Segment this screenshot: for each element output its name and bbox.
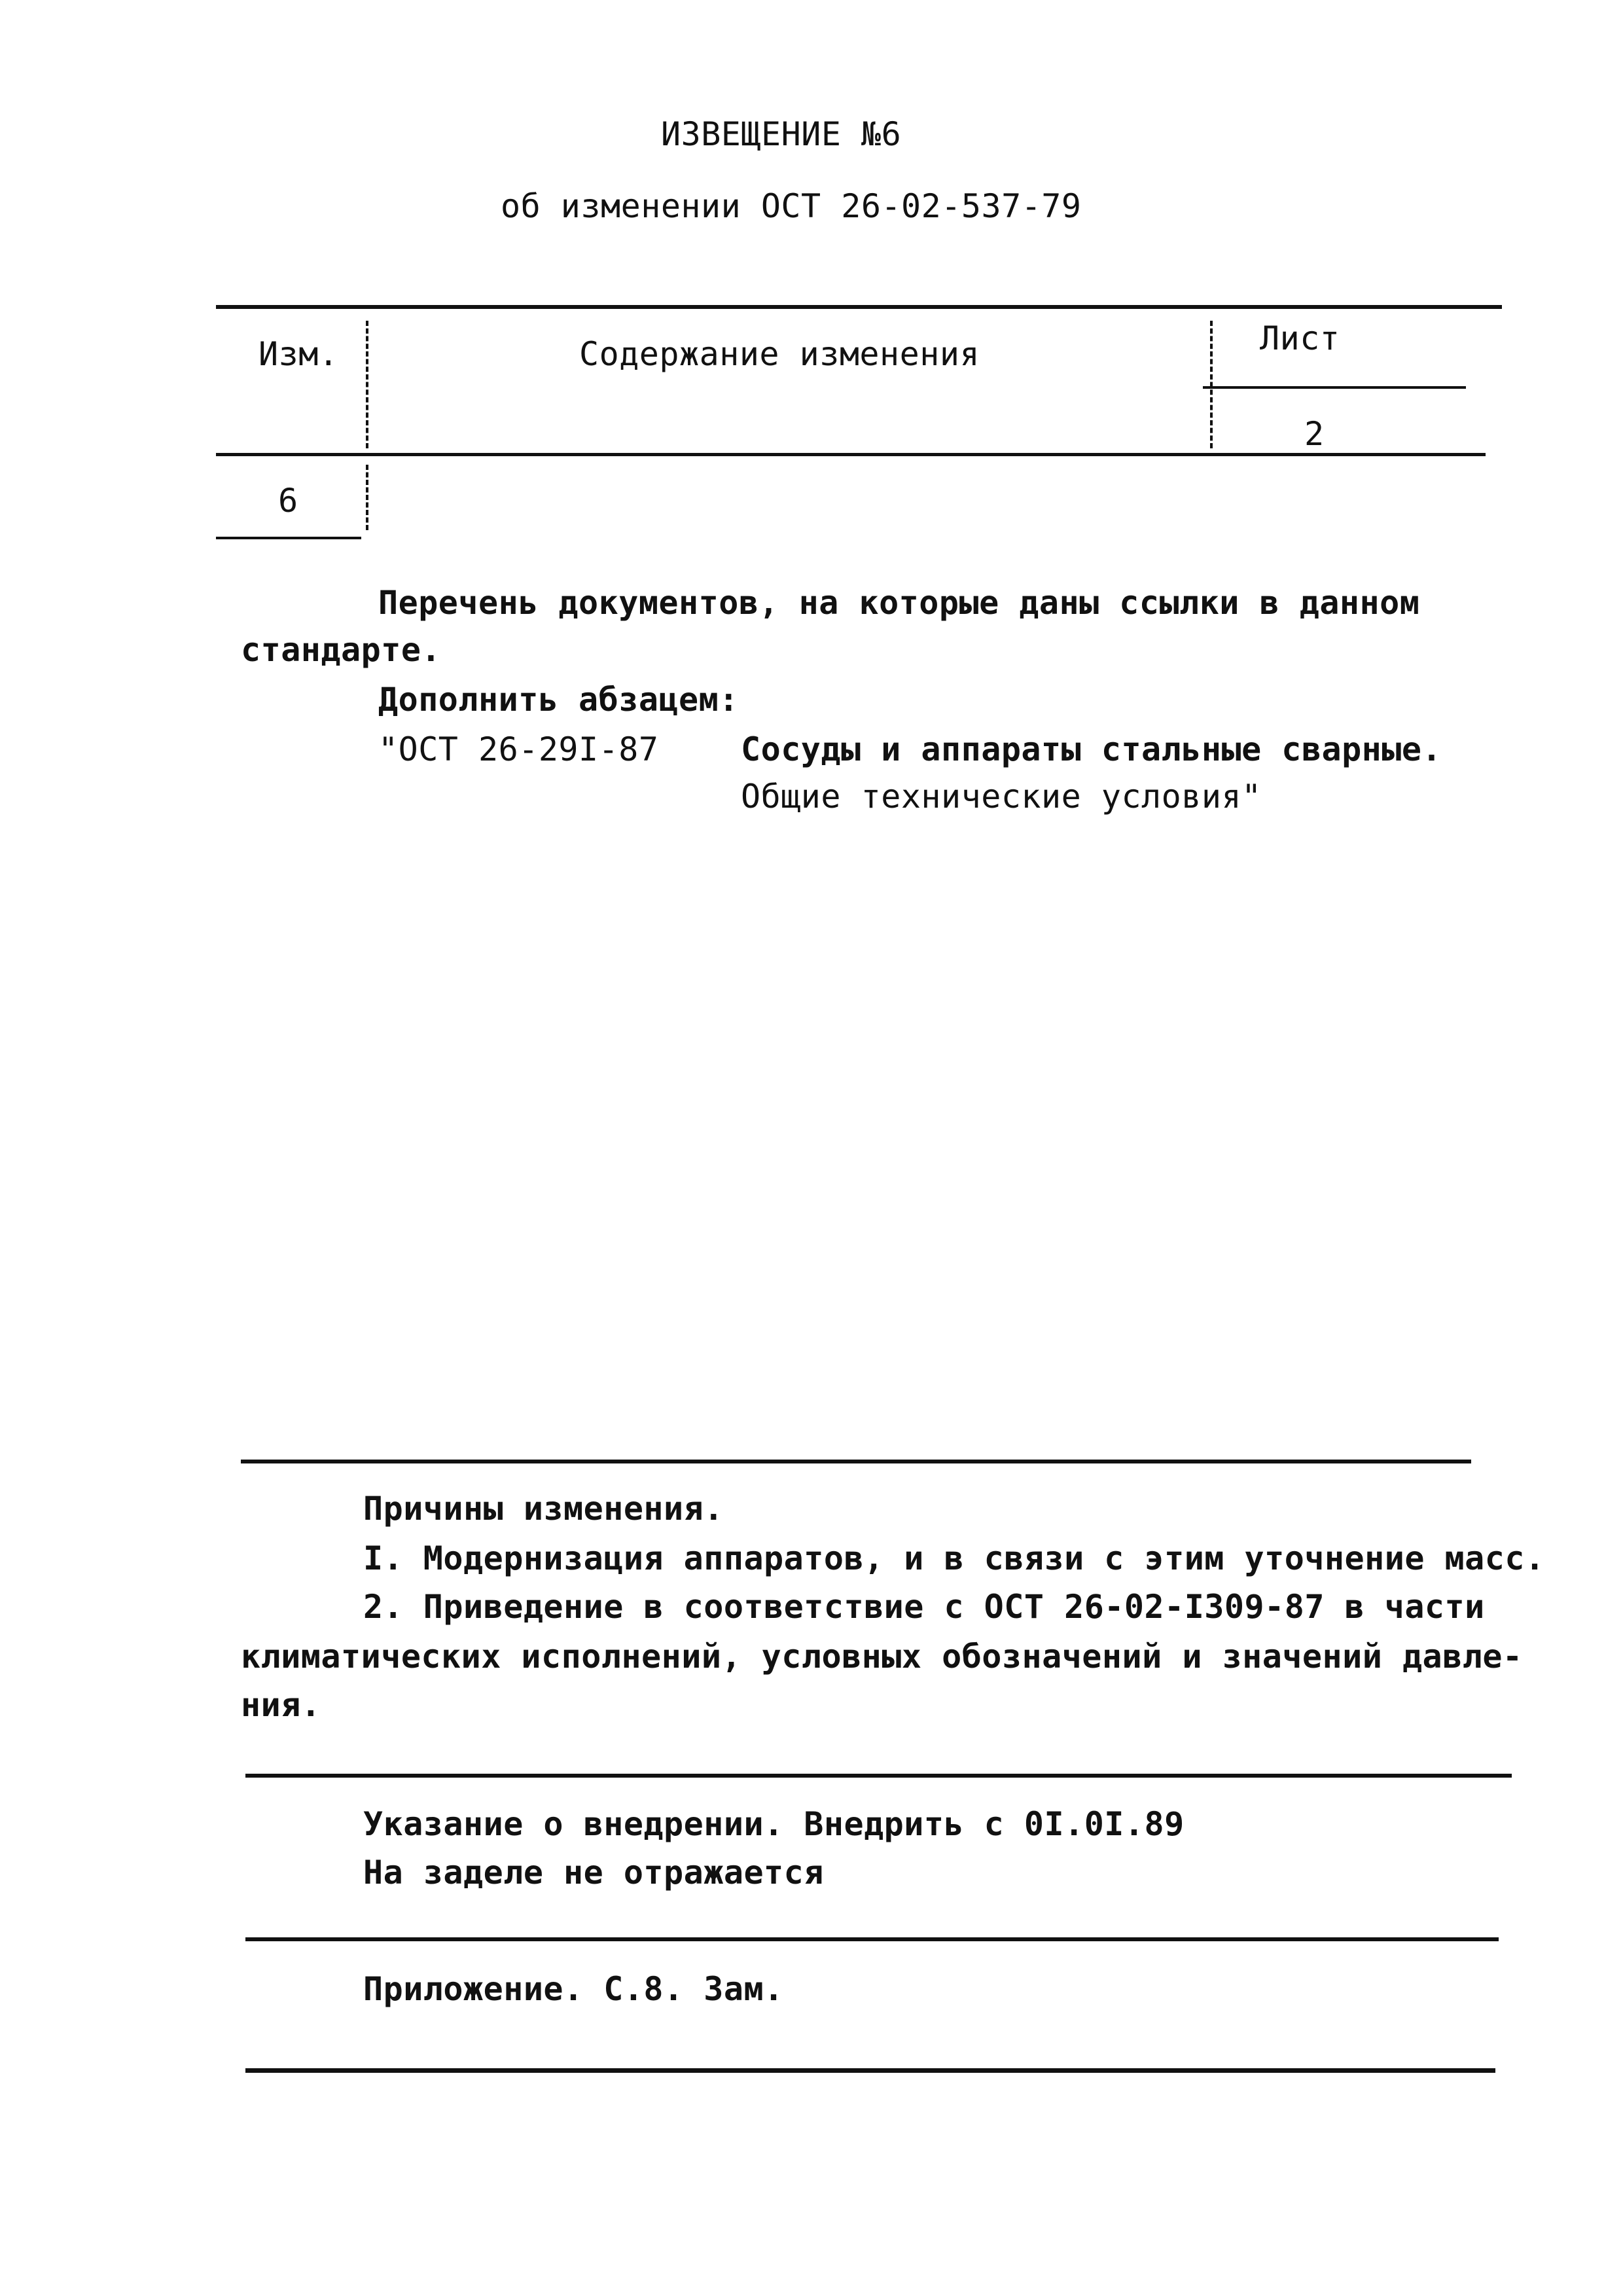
table-col-sheet-label: Лист bbox=[1260, 319, 1340, 357]
table-mid-rule bbox=[216, 453, 1486, 456]
table-divider-3 bbox=[366, 465, 368, 530]
ref-code: "ОСТ 26-29I-87 bbox=[378, 730, 659, 768]
implementation-top-rule bbox=[245, 1774, 1512, 1778]
table-sheet-number: 2 bbox=[1304, 415, 1325, 453]
reasons-item-2-line-3: ния. bbox=[241, 1686, 321, 1724]
reasons-item-2-line-2: климатических исполнений, условных обозначений и значений давле- bbox=[241, 1638, 1523, 1676]
reasons-item-2-line-1: 2. Приведение в соответствие с ОСТ 26-02-I309-87 в части bbox=[363, 1588, 1485, 1626]
table-col-content-label: Содержание изменения bbox=[579, 335, 980, 373]
notice-title: ИЗВЕЩЕНИЕ №6 bbox=[661, 115, 902, 153]
bottom-rule bbox=[245, 2068, 1495, 2073]
add-paragraph: Дополнить абзацем: bbox=[378, 681, 739, 719]
docs-line-1: Перечень документов, на которые даны ссылки в данном bbox=[378, 584, 1420, 622]
table-sheet-rule bbox=[1203, 386, 1466, 389]
reasons-top-rule bbox=[241, 1460, 1471, 1463]
table-top-rule bbox=[216, 305, 1502, 309]
implementation-line-2: На заделе не отражается bbox=[363, 1854, 824, 1892]
appendix-top-rule bbox=[245, 1937, 1499, 1941]
table-divider-1 bbox=[366, 321, 368, 448]
docs-line-2: стандарте. bbox=[241, 631, 442, 669]
table-divider-2 bbox=[1210, 321, 1213, 448]
table-col-change-label: Изм. bbox=[259, 335, 339, 373]
table-change-number: 6 bbox=[278, 482, 298, 520]
reasons-item-1: I. Модернизация аппаратов, и в связи с этим уточнение масс. bbox=[363, 1539, 1545, 1577]
table-change-rule bbox=[216, 537, 361, 539]
appendix-line: Приложение. С.8. Зам. bbox=[363, 1970, 784, 2008]
ref-title-line-1: Сосуды и аппараты стальные сварные. bbox=[741, 730, 1442, 768]
reasons-heading: Причины изменения. bbox=[363, 1490, 724, 1528]
notice-subtitle: об изменении ОСТ 26-02-537-79 bbox=[501, 187, 1082, 225]
ref-title-line-2: Общие технические условия" bbox=[741, 778, 1262, 816]
implementation-line-1: Указание о внедрении. Внедрить с 0I.0I.89 bbox=[363, 1805, 1185, 1843]
